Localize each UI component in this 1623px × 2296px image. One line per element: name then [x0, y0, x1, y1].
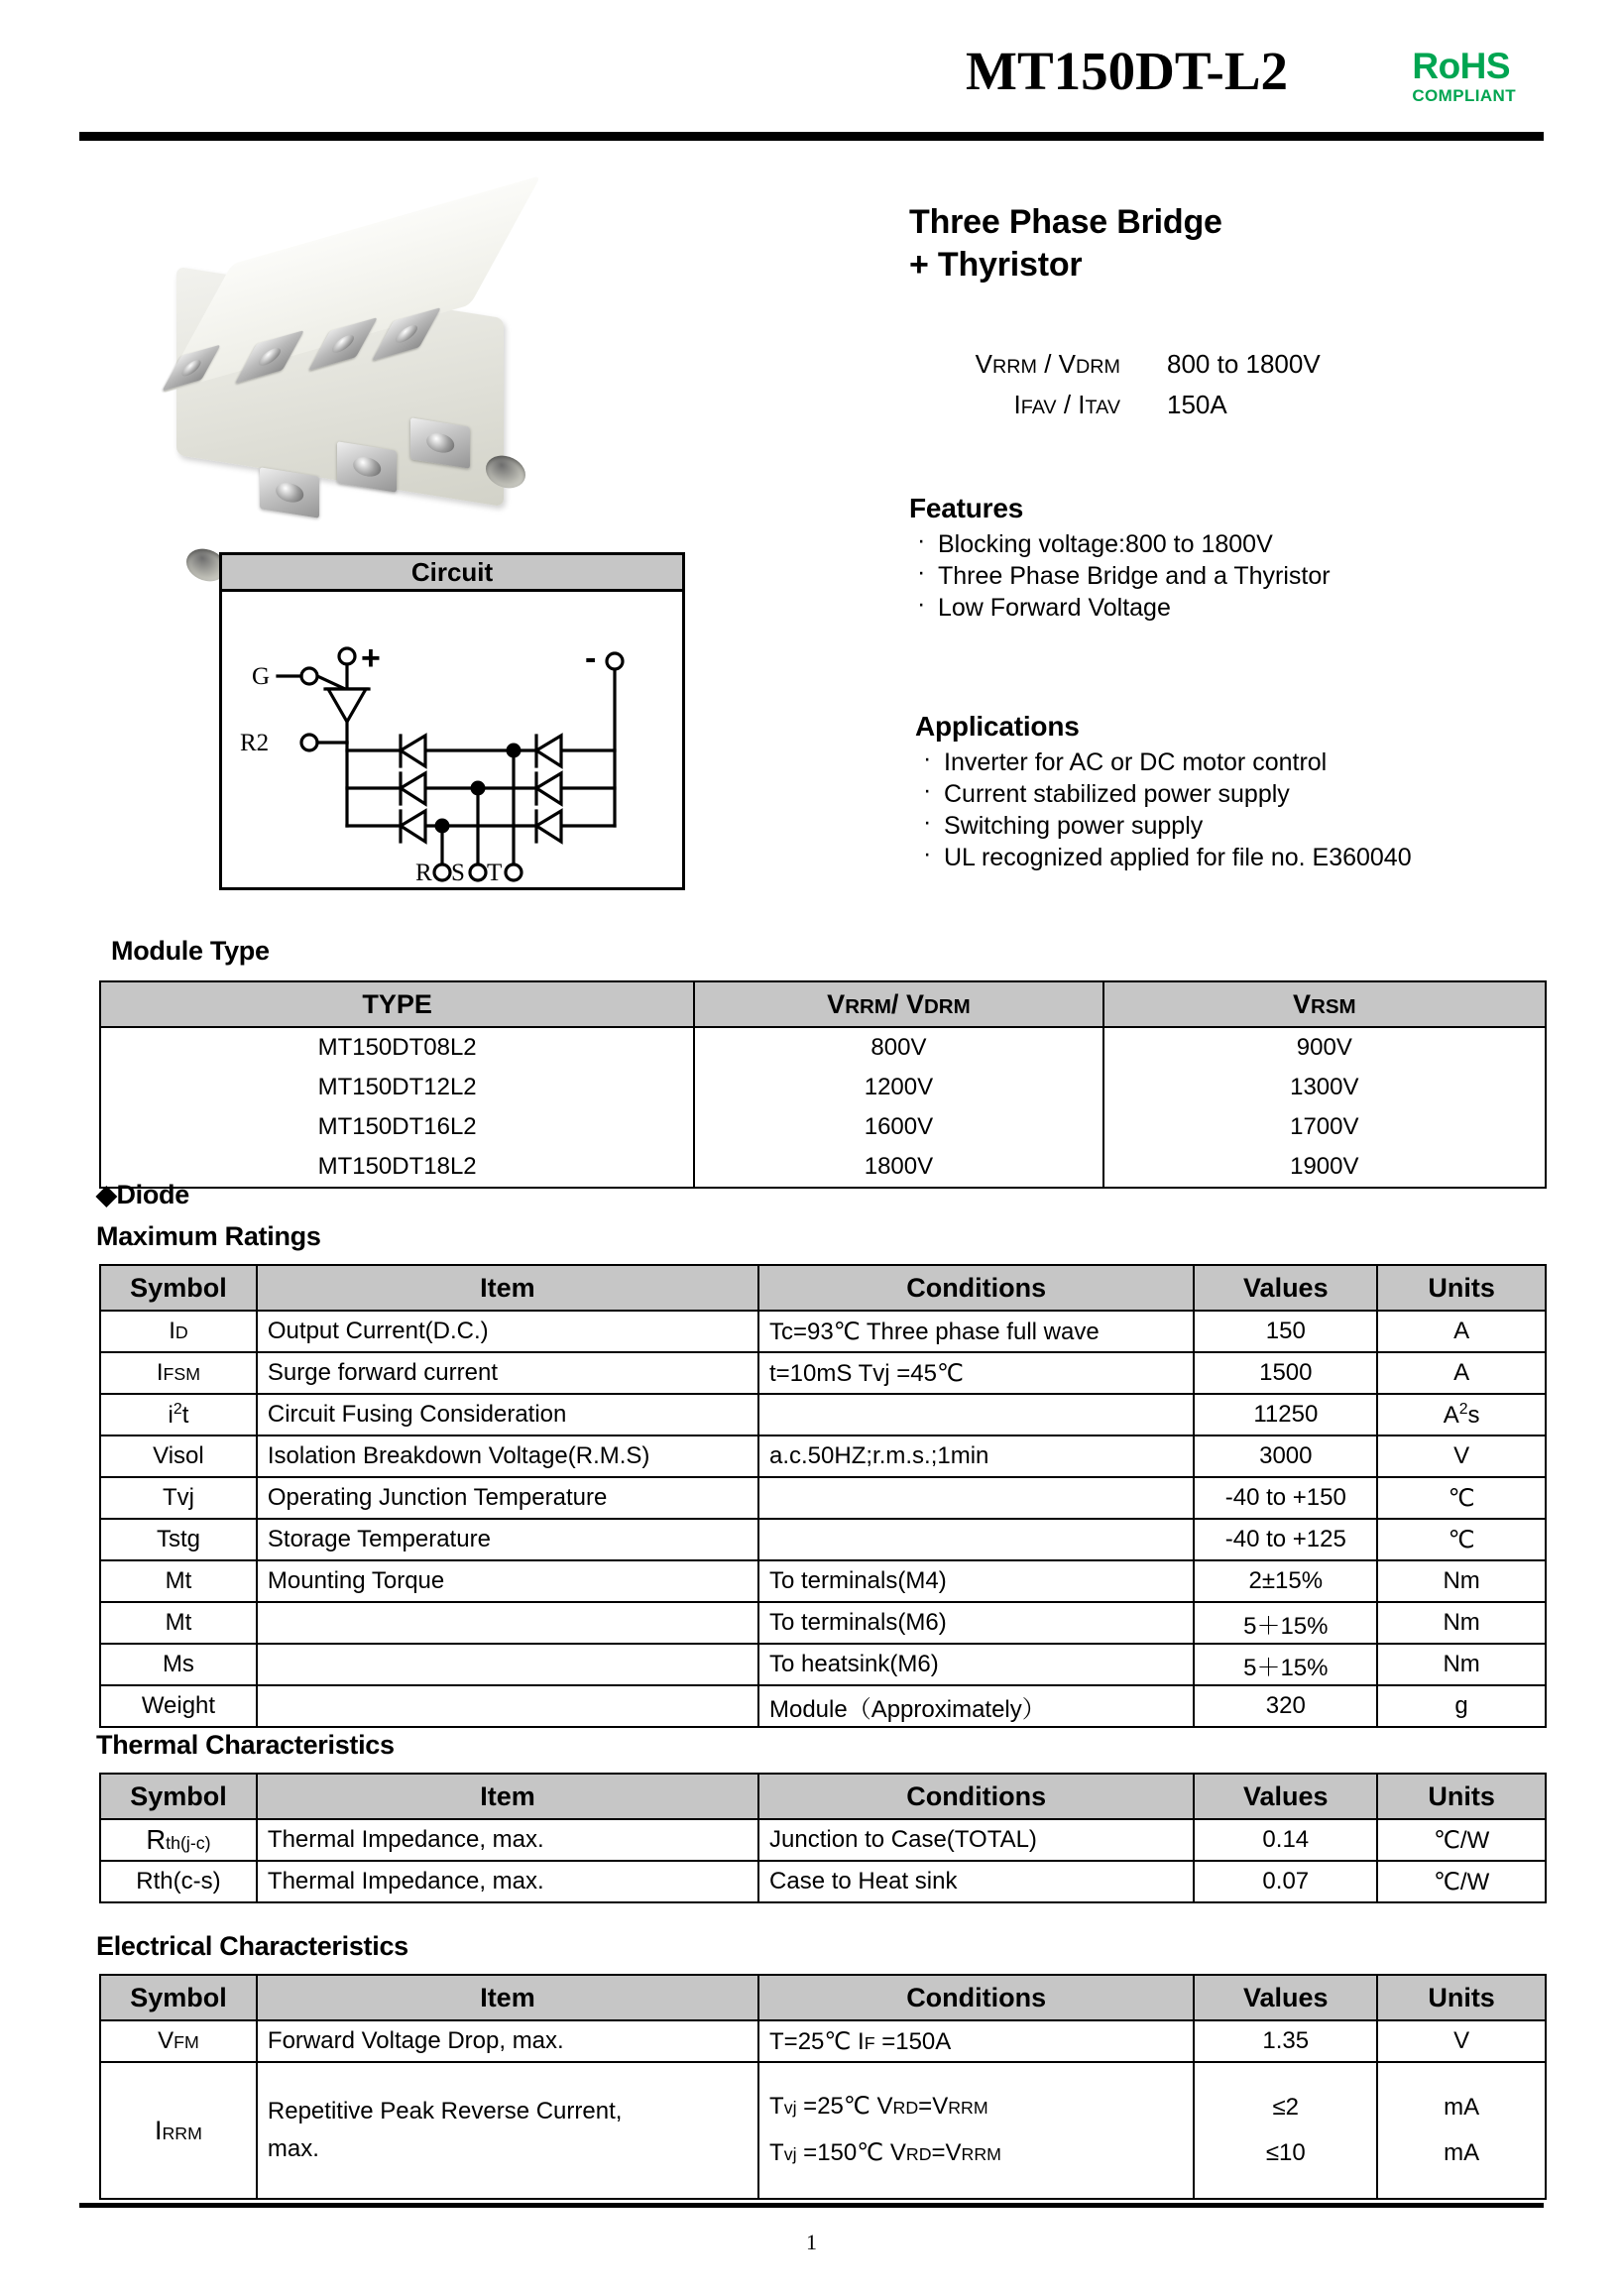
cell-value: 11250	[1194, 1394, 1377, 1435]
key-spec-value-current: 150A	[1167, 390, 1227, 419]
cell-unit-line1: mA	[1444, 2094, 1480, 2121]
applications-item: · UL recognized applied for file no. E360040	[915, 842, 1412, 873]
col-header-item: Item	[257, 1774, 758, 1819]
cell-symbol: Tstg	[100, 1519, 257, 1560]
cell-value: 5＋15%	[1194, 1602, 1377, 1644]
cell-item: Surge forward current	[257, 1352, 758, 1394]
cell-unit	[1377, 2062, 1546, 2199]
applications-item: · Switching power supply	[915, 810, 1412, 842]
cell-conditions: To heatsink(M6)	[758, 1644, 1194, 1685]
product-title-line1: Three Phase Bridge	[909, 203, 1222, 241]
cell-value: 1500	[1194, 1352, 1377, 1394]
diode-section-label: ◆Diode	[96, 1180, 189, 1209]
circuit-schematic	[222, 592, 682, 890]
cell-unit: ℃/W	[1377, 1819, 1546, 1861]
table-header-row	[100, 1265, 1546, 1311]
table-row	[100, 1147, 1546, 1188]
module-type-heading: Module Type	[111, 936, 270, 966]
cell-vrrm-vdrm: 800V	[694, 1027, 1102, 1068]
table-row	[100, 1352, 1546, 1394]
col-header-units: Units	[1377, 1265, 1546, 1311]
table-row	[100, 1685, 1546, 1727]
cell-item: Thermal Impedance, max.	[257, 1861, 758, 1902]
footer-rule	[79, 2203, 1544, 2208]
cell-conditions: Module（Approximately）	[758, 1685, 1194, 1727]
page-number: 1	[806, 2230, 817, 2254]
electrical-characteristics-table	[99, 1974, 1547, 2200]
table-row	[100, 1107, 1546, 1147]
rohs-logo	[1412, 48, 1516, 104]
cell-value: 0.07	[1194, 1861, 1377, 1902]
cell-unit: A	[1377, 1311, 1546, 1352]
cell-type: MT150DT16L2	[100, 1107, 694, 1147]
cell-unit: ℃	[1377, 1477, 1546, 1519]
table-row	[100, 1819, 1546, 1861]
cell-value	[1194, 2062, 1377, 2199]
applications-item: · Inverter for AC or DC motor control	[915, 746, 1412, 778]
table-header-row	[100, 981, 1546, 1027]
circuit-diagram-box	[219, 552, 685, 890]
cell-type: MT150DT12L2	[100, 1068, 694, 1107]
table-row	[100, 1560, 1546, 1602]
thermal-characteristics-table	[99, 1773, 1547, 1903]
cell-unit: Nm	[1377, 1560, 1546, 1602]
cell-item: Circuit Fusing Consideration	[257, 1394, 758, 1435]
cell-type: MT150DT18L2	[100, 1147, 694, 1188]
cell-symbol: $i^2t$	[100, 1394, 257, 1435]
circuit-label-plus: +	[361, 639, 381, 677]
cell-conditions	[758, 1519, 1194, 1560]
header-rule	[79, 132, 1544, 141]
key-spec-value-voltage: 800 to 1800V	[1167, 349, 1321, 379]
table-row	[100, 1861, 1546, 1902]
cell-symbol: Ms	[100, 1644, 257, 1685]
cell-item: Isolation Breakdown Voltage(R.M.S)	[257, 1435, 758, 1477]
circuit-label-phase-s: S	[451, 860, 465, 886]
terminal-front-2	[337, 441, 397, 493]
col-header-symbol: Symbol	[100, 1975, 257, 2020]
cell-symbol: Visol	[100, 1435, 257, 1477]
cell-item: Forward Voltage Drop, max.	[257, 2020, 758, 2062]
table-row	[100, 2062, 1546, 2199]
cell-conditions: a.c.50HZ;r.m.s.;1min	[758, 1435, 1194, 1477]
cell-symbol: Rth(c-s)	[100, 1861, 257, 1902]
col-header-values: Values	[1194, 1774, 1377, 1819]
key-spec-symbol-current: IFAV / ITAV	[1013, 390, 1120, 419]
applications-list	[915, 746, 1412, 873]
cell-unit: ℃	[1377, 1519, 1546, 1560]
terminal-front-1	[260, 467, 319, 518]
cell-item: Output Current(D.C.)	[257, 1311, 758, 1352]
module-type-table	[99, 980, 1547, 1189]
cell-conditions: Case to Heat sink	[758, 1861, 1194, 1902]
features-heading: Features	[909, 493, 1024, 523]
cell-item	[257, 1644, 758, 1685]
key-spec-row-voltage	[922, 345, 1425, 386]
product-title	[909, 201, 1222, 287]
cell-vrrm-vdrm: 1200V	[694, 1068, 1102, 1107]
circuit-title: Circuit	[222, 555, 682, 592]
features-item: · Low Forward Voltage	[909, 592, 1331, 624]
cell-item: Repetitive Peak Reverse Current, max.	[257, 2062, 758, 2199]
table-row	[100, 1311, 1546, 1352]
col-header-units: Units	[1377, 1774, 1546, 1819]
electrical-characteristics-heading: Electrical Characteristics	[96, 1931, 408, 1961]
cell-vrsm: 1700V	[1103, 1107, 1546, 1147]
col-header-type: TYPE	[100, 981, 694, 1027]
maximum-ratings-table	[99, 1264, 1547, 1728]
cell-value: 5＋15%	[1194, 1644, 1377, 1685]
table-row	[100, 1519, 1546, 1560]
product-photo	[149, 159, 545, 530]
cell-unit: ℃/W	[1377, 1861, 1546, 1902]
cell-conditions: t=10mS Tvj =45℃	[758, 1352, 1194, 1394]
cell-unit: V	[1377, 1435, 1546, 1477]
cell-unit: A	[1377, 1352, 1546, 1394]
cell-value: 320	[1194, 1685, 1377, 1727]
cell-symbol: Mt	[100, 1602, 257, 1644]
col-header-conditions: Conditions	[758, 1975, 1194, 2020]
cell-item: Mounting Torque	[257, 1560, 758, 1602]
applications-item: · Current stabilized power supply	[915, 778, 1412, 810]
col-header-vrsm: VRSM	[1103, 981, 1546, 1027]
cell-item: Storage Temperature	[257, 1519, 758, 1560]
cell-conditions: To terminals(M6)	[758, 1602, 1194, 1644]
table-header-row	[100, 1774, 1546, 1819]
col-header-symbol: Symbol	[100, 1265, 257, 1311]
cell-value: 2±15%	[1194, 1560, 1377, 1602]
cell-conditions	[758, 1394, 1194, 1435]
cell-value: -40 to +125	[1194, 1519, 1377, 1560]
cell-conditions	[758, 1477, 1194, 1519]
cell-symbol: ID	[100, 1311, 257, 1352]
cell-conditions: To terminals(M4)	[758, 1560, 1194, 1602]
cell-value-line1: ≤2	[1272, 2094, 1300, 2121]
cell-value: 150	[1194, 1311, 1377, 1352]
cell-unit: Nm	[1377, 1602, 1546, 1644]
circuit-label-gate: G	[252, 663, 271, 690]
key-spec-symbol-voltage: VRRM / VDRM	[975, 349, 1120, 379]
cell-unit: $A^2s$	[1377, 1394, 1546, 1435]
cell-unit-line2: mA	[1444, 2139, 1480, 2166]
table-header-row	[100, 1975, 1546, 2020]
cell-unit: V	[1377, 2020, 1546, 2062]
circuit-label-phase-t: T	[487, 860, 503, 886]
maximum-ratings-heading: Maximum Ratings	[96, 1221, 321, 1251]
col-header-conditions: Conditions	[758, 1265, 1194, 1311]
key-specs	[922, 345, 1425, 426]
features-item: · Blocking voltage:800 to 1800V	[909, 528, 1331, 560]
table-row	[100, 2020, 1546, 2062]
cell-conditions: T=25℃ IF =150A	[758, 2020, 1194, 2062]
cell-symbol: Rth(j-c)	[100, 1819, 257, 1861]
table-row	[100, 1644, 1546, 1685]
features-item: · Three Phase Bridge and a Thyristor	[909, 560, 1331, 592]
col-header-item: Item	[257, 1975, 758, 2020]
table-row	[100, 1602, 1546, 1644]
applications-heading: Applications	[915, 711, 1080, 742]
table-row	[100, 1027, 1546, 1068]
cell-item: Operating Junction Temperature	[257, 1477, 758, 1519]
cell-item	[257, 1602, 758, 1644]
cell-value: 0.14	[1194, 1819, 1377, 1861]
cell-symbol: Mt	[100, 1560, 257, 1602]
cell-vrrm-vdrm: 1600V	[694, 1107, 1102, 1147]
cell-value: 1.35	[1194, 2020, 1377, 2062]
col-header-item: Item	[257, 1265, 758, 1311]
rohs-compliant-text: COMPLIANT	[1412, 86, 1516, 105]
cell-unit: Nm	[1377, 1644, 1546, 1685]
thermal-characteristics-heading: Thermal Characteristics	[96, 1730, 395, 1760]
cell-symbol: IFSM	[100, 1352, 257, 1394]
cell-unit: g	[1377, 1685, 1546, 1727]
col-header-values: Values	[1194, 1975, 1377, 2020]
cell-conditions: Tvj =25℃ VRD=VRRM Tvj =150℃ VRD=VRRM	[758, 2062, 1194, 2199]
circuit-label-r2: R2	[240, 730, 270, 756]
features-list	[909, 528, 1331, 624]
cell-value: 3000	[1194, 1435, 1377, 1477]
cell-type: MT150DT08L2	[100, 1027, 694, 1068]
table-row	[100, 1477, 1546, 1519]
cell-vrsm: 1300V	[1103, 1068, 1546, 1107]
table-row	[100, 1394, 1546, 1435]
circuit-label-phase-r: R	[415, 860, 432, 886]
cell-symbol: Weight	[100, 1685, 257, 1727]
page-header	[79, 41, 1544, 125]
cell-item	[257, 1685, 758, 1727]
cell-symbol: VFM	[100, 2020, 257, 2062]
col-header-symbol: Symbol	[100, 1774, 257, 1819]
rohs-main-text: RoHS	[1412, 46, 1511, 86]
cell-conditions: Junction to Case(TOTAL)	[758, 1819, 1194, 1861]
circuit-label-minus: -	[585, 639, 597, 677]
key-spec-row-current	[922, 386, 1425, 426]
cell-item: Thermal Impedance, max.	[257, 1819, 758, 1861]
col-header-values: Values	[1194, 1265, 1377, 1311]
table-row	[100, 1068, 1546, 1107]
table-row	[100, 1435, 1546, 1477]
cell-symbol: Tvj	[100, 1477, 257, 1519]
col-header-conditions: Conditions	[758, 1774, 1194, 1819]
cell-vrsm: 900V	[1103, 1027, 1546, 1068]
product-title-line2: + Thyristor	[909, 246, 1083, 284]
col-header-units: Units	[1377, 1975, 1546, 2020]
cell-vrsm: 1900V	[1103, 1147, 1546, 1188]
col-header-vrrm-vdrm: VRRM/ VDRM	[694, 981, 1102, 1027]
cell-vrrm-vdrm: 1800V	[694, 1147, 1102, 1188]
cell-conditions: Tc=93℃ Three phase full wave	[758, 1311, 1194, 1352]
cell-value: -40 to +150	[1194, 1477, 1377, 1519]
part-number: MT150DT-L2	[966, 41, 1288, 101]
cell-symbol: IRRM	[100, 2062, 257, 2199]
cell-value-line2: ≤10	[1265, 2139, 1306, 2166]
